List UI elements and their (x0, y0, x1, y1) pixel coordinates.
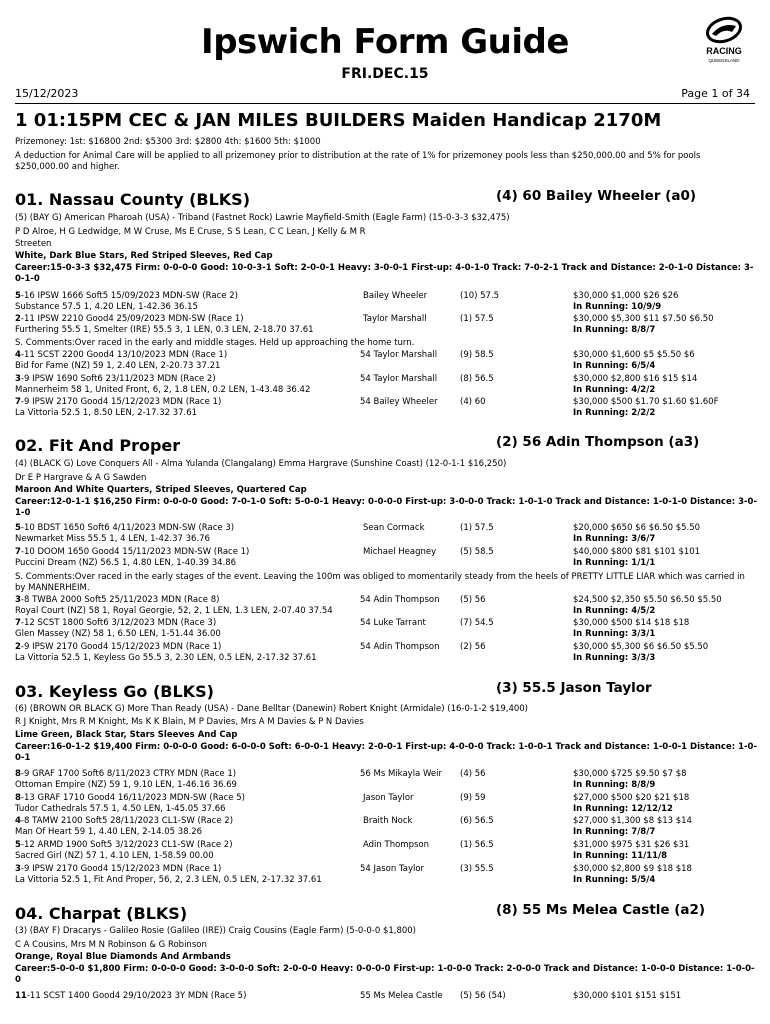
run-prize-odds: $30,000 $500 $1.70 $1.60 $1.60F (573, 397, 719, 407)
run-jockey: Braith Nock (363, 816, 413, 826)
run-result: Bid for Fame (NZ) 59 1, 2.40 LEN, 2-20.73 37.21 (15, 361, 221, 371)
run-in-running: In Running: 1/1/1 (573, 558, 656, 568)
run-jockey: 54 Luke Tarrant (360, 618, 426, 628)
run-details: 2-9 IPSW 2170 Good4 15/12/2023 MDN (Race 1) (15, 642, 222, 652)
run-barrier-weight: (3) 55.5 (460, 864, 494, 874)
run-jockey: Bailey Wheeler (363, 291, 428, 301)
runner-colours: White, Dark Blue Stars, Red Striped Sleeves, Red Cap (15, 251, 273, 261)
run-in-running: In Running: 7/8/7 (573, 827, 656, 837)
run-details: 2-11 IPSW 2210 Good4 25/09/2023 MDN-SW (Race 1) (15, 314, 244, 324)
runner-career: Career:15-0-3-3 $32,475 Firm: 0-0-0-0 Good: 10-0-3-1 Soft: 2-0-0-1 Heavy: 3-0-0-1 First-up: 4-0-1-0 Track: 7-0-2-1 Track and Distance: 2-0-1-0 Distance: 3-0-1-0 (15, 263, 754, 284)
print-date: 15/12/2023 (15, 87, 79, 100)
run-prize-odds: $30,000 $2,800 $9 $18 $18 (573, 864, 692, 874)
run-details: 7-10 DOOM 1650 Good4 15/11/2023 MDN-SW (Race 1) (15, 547, 250, 557)
run-details: 8-13 GRAF 1710 Good4 16/11/2023 MDN-SW (Race 5) (15, 793, 245, 803)
run-jockey: 55 Ms Melea Castle (360, 991, 443, 1001)
runner-name: 01. Nassau County (BLKS) (15, 190, 251, 209)
run-details: 8-9 GRAF 1700 Soft6 8/11/2023 CTRY MDN (Race 1) (15, 769, 237, 779)
run-in-running: In Running: 11/11/8 (573, 851, 668, 861)
run-jockey: 54 Bailey Wheeler (360, 397, 438, 407)
stewards-comment: S. Comments:Over raced in the early stages of the event. Leaving the 100m was obliged to momentarily steady from the heels of PRETTY LITTLE LIAR which was carried in by MANNERHEIM. (15, 572, 745, 593)
run-prize-odds: $20,000 $650 $6 $6.50 $5.50 (573, 523, 701, 533)
run-result: La Vittoria 52.5 1, Fit And Proper, 56, 2, 2.3 LEN, 0.5 LEN, 2-17.32 37.61 (15, 875, 322, 885)
run-result: Man Of Heart 59 1, 4.40 LEN, 2-14.05 38.26 (15, 827, 203, 837)
run-jockey: Adin Thompson (363, 840, 429, 850)
runner-jockey: (4) 60 Bailey Wheeler (a0) (496, 188, 697, 204)
runner-breeding: (5) (BAY G) American Pharoah (USA) - Triband (Fastnet Rock) Lawrie Mayfield-Smith (Eagle Farm) (15-0-3-3 $32,475) (15, 213, 510, 223)
run-jockey: Jason Taylor (363, 793, 414, 803)
stewards-comment: S. Comments:Over raced in the early and middle stages. Held up approaching the home turn. (15, 338, 415, 348)
run-barrier-weight: (7) 54.5 (460, 618, 494, 628)
run-details: 3-9 IPSW 1690 Soft6 23/11/2023 MDN (Race 2) (15, 374, 216, 384)
run-result: Tudor Cathedrals 57.5 1, 4.50 LEN, 1-45.05 37.66 (15, 804, 226, 814)
run-in-running: In Running: 12/12/12 (573, 804, 673, 814)
run-prize-odds: $30,000 $500 $14 $18 $18 (573, 618, 690, 628)
meeting-date-heading: FRI.DEC.15 (341, 66, 429, 82)
racing-queensland-logo (688, 14, 760, 70)
run-barrier-weight: (9) 59 (460, 793, 486, 803)
run-barrier-weight: (6) 56.5 (460, 816, 494, 826)
run-details: 3-8 TWBA 2000 Soft5 25/11/2023 MDN (Race 8) (15, 595, 220, 605)
runner-owners: P D Alroe, H G Ledwidge, M W Cruse, Ms E Cruse, S S Lean, C C Lean, J Kelly & M R (15, 227, 366, 237)
run-in-running: In Running: 4/2/2 (573, 385, 656, 395)
run-details: 7-12 SCST 1800 Soft6 3/12/2023 MDN (Race 3) (15, 618, 217, 628)
runner-colours: Orange, Royal Blue Diamonds And Armbands (15, 952, 231, 962)
run-prize-odds: $30,000 $1,000 $26 $26 (573, 291, 679, 301)
run-details: 4-11 SCST 2200 Good4 13/10/2023 MDN (Race 1) (15, 350, 228, 360)
run-in-running: In Running: 10/9/9 (573, 302, 662, 312)
run-prize-odds: $31,000 $975 $31 $26 $31 (573, 840, 690, 850)
runner-jockey: (2) 56 Adin Thompson (a3) (496, 434, 700, 450)
runner-owners: C A Cousins, Mrs M N Robinson & G Robinson (15, 940, 207, 950)
run-details: 4-8 TAMW 2100 Soft5 28/11/2023 CL1-SW (Race 2) (15, 816, 234, 826)
run-details: 3-9 IPSW 2170 Good4 15/12/2023 MDN (Race 1) (15, 864, 222, 874)
run-prize-odds: $30,000 $5,300 $6 $6.50 $5.50 (573, 642, 709, 652)
logo-text: RACING (706, 46, 742, 56)
runner-colours: Maroon And White Quarters, Striped Sleeves, Quartered Cap (15, 485, 307, 495)
runner-breeding: (3) (BAY F) Dracarys - Galileo Rosie (Galileo (IRE)) Craig Cousins (Eagle Farm) (5-0-0-0 $1,800) (15, 926, 417, 936)
runner-name: 02. Fit And Proper (15, 436, 181, 455)
run-details: 5-12 ARMD 1900 Soft5 3/12/2023 CL1-SW (Race 2) (15, 840, 233, 850)
run-in-running: In Running: 8/8/7 (573, 325, 656, 335)
run-jockey: Sean Cormack (363, 523, 425, 533)
run-prize-odds: $27,000 $500 $20 $21 $18 (573, 793, 690, 803)
run-result: Mannerheim 58 1, United Front, 6, 2, 1.8 LEN, 0.2 LEN, 1-43.48 36.42 (15, 385, 311, 395)
run-barrier-weight: (4) 56 (460, 769, 486, 779)
run-barrier-weight: (4) 60 (460, 397, 486, 407)
run-prize-odds: $30,000 $101 $151 $151 (573, 991, 682, 1001)
run-barrier-weight: (5) 56 (460, 595, 486, 605)
run-result: La Vittoria 52.5 1, 8.50 LEN, 2-17.32 37.61 (15, 408, 198, 418)
runner-breeding: (4) (BLACK G) Love Conquers All - Alma Yulanda (Clangalang) Emma Hargrave (Sunshine Coast) (12-0-1-1 $16,250) (15, 459, 507, 469)
run-barrier-weight: (9) 58.5 (460, 350, 494, 360)
race-deduction-note: A deduction for Animal Care will be applied to all prizemoney prior to distribution at the rate of 1% for prizemoney pools less than $250,000.00 and 5% for pools $250,000.00 and higher. (15, 151, 701, 172)
run-in-running: In Running: 8/8/9 (573, 780, 656, 790)
run-in-running: In Running: 3/6/7 (573, 534, 656, 544)
run-result: Puccini Dream (NZ) 56.5 1, 4.80 LEN, 1-40.39 34.86 (15, 558, 237, 568)
run-prize-odds: $30,000 $725 $9.50 $7 $8 (573, 769, 687, 779)
runner-career: Career:5-0-0-0 $1,800 Firm: 0-0-0-0 Good: 3-0-0-0 Soft: 2-0-0-0 Heavy: 0-0-0-0 First-up: 1-0-0-0 Track: 2-0-0-0 Track and Distance: 1-0-0-0 Distance: 1-0-0-0 (15, 964, 755, 985)
run-result: Sacred Girl (NZ) 57 1, 4.10 LEN, 1-58.59 00.00 (15, 851, 214, 861)
run-in-running: In Running: 6/5/4 (573, 361, 656, 371)
runner-colours: Lime Green, Black Star, Stars Sleeves And Cap (15, 730, 238, 740)
run-details: 7-9 IPSW 2170 Good4 15/12/2023 MDN (Race 1) (15, 397, 222, 407)
run-result: Ottoman Empire (NZ) 59 1, 9.10 LEN, 1-46.16 36.69 (15, 780, 237, 790)
run-jockey: 54 Adin Thompson (360, 642, 440, 652)
run-barrier-weight: (1) 57.5 (460, 523, 494, 533)
run-result: Newmarket Miss 55.5 1, 4 LEN, 1-42.37 36.76 (15, 534, 210, 544)
runner-career: Career:12-0-1-1 $16,250 Firm: 0-0-0-0 Good: 7-0-1-0 Soft: 5-0-0-1 Heavy: 0-0-0-0 First-up: 3-0-0-0 Track: 1-0-1-0 Track and Distance: 1-0-1-0 Distance: 3-0-1-0 (15, 497, 757, 518)
runner-career: Career:16-0-1-2 $19,400 Firm: 0-0-0-0 Good: 6-0-0-0 Soft: 6-0-0-1 Heavy: 2-0-0-1 First-up: 4-0-0-0 Track: 1-0-0-1 Track and Distance: 1-0-0-1 Distance: 1-0-0-1 (15, 742, 757, 763)
run-jockey: 54 Adin Thompson (360, 595, 440, 605)
page-number: Page 1 of 34 (681, 87, 750, 100)
run-barrier-weight: (10) 57.5 (460, 291, 500, 301)
run-details: 11-11 SCST 1400 Good4 29/10/2023 3Y MDN (Race 5) (15, 991, 247, 1001)
run-in-running: In Running: 2/2/2 (573, 408, 656, 418)
horse-logo-icon (688, 14, 760, 70)
run-result: La Vittoria 52.5 1, Keyless Go 55.5 3, 2.30 LEN, 0.5 LEN, 2-17.32 37.61 (15, 653, 317, 663)
run-prize-odds: $27,000 $1,300 $8 $13 $14 (573, 816, 692, 826)
run-barrier-weight: (1) 56.5 (460, 840, 494, 850)
run-result: Glen Massey (NZ) 58 1, 6.50 LEN, 1-51.44 36.00 (15, 629, 221, 639)
runner-name: 03. Keyless Go (BLKS) (15, 682, 214, 701)
run-jockey: Michael Heagney (363, 547, 437, 557)
run-barrier-weight: (1) 57.5 (460, 314, 494, 324)
run-in-running: In Running: 3/3/1 (573, 629, 656, 639)
run-prize-odds: $30,000 $1,600 $5 $5.50 $6 (573, 350, 695, 360)
run-barrier-weight: (5) 58.5 (460, 547, 494, 557)
run-jockey: 56 Ms Mikayla Weir (360, 769, 442, 779)
page-title: Ipswich Form Guide (201, 22, 569, 62)
run-details: 5-10 BDST 1650 Soft6 4/11/2023 MDN-SW (Race 3) (15, 523, 235, 533)
run-barrier-weight: (8) 56.5 (460, 374, 494, 384)
runner-name: 04. Charpat (BLKS) (15, 904, 188, 923)
run-result: Royal Court (NZ) 58 1, Royal Georgie, 52, 2, 1 LEN, 1.3 LEN, 2-07.40 37.54 (15, 606, 333, 616)
header-divider (15, 103, 755, 104)
run-jockey: Taylor Marshall (363, 314, 427, 324)
run-prize-odds: $30,000 $5,300 $11 $7.50 $6.50 (573, 314, 714, 324)
run-in-running: In Running: 4/5/2 (573, 606, 656, 616)
run-prize-odds: $24,500 $2,350 $5.50 $6.50 $5.50 (573, 595, 722, 605)
race-prizemoney: Prizemoney: 1st: $16800 2nd: $5300 3rd: $2800 4th: $1600 5th: $1000 (15, 137, 321, 147)
runner-breeding: (6) (BROWN OR BLACK G) More Than Ready (USA) - Dane Belltar (Danewin) Robert Knight (Armidale) (16-0-1-2 $19,400) (15, 704, 529, 714)
run-in-running: In Running: 5/5/4 (573, 875, 656, 885)
run-result: Substance 57.5 1, 4.20 LEN, 1-42.36 36.15 (15, 302, 198, 312)
run-details: 5-16 IPSW 1666 Soft5 15/09/2023 MDN-SW (Race 2) (15, 291, 238, 301)
runner-jockey: (8) 55 Ms Melea Castle (a2) (496, 902, 706, 918)
run-result: Furthering 55.5 1, Smelter (IRE) 55.5 3, 1 LEN, 0.3 LEN, 2-18.70 37.61 (15, 325, 314, 335)
runner-owners: Dr E P Hargrave & A G Sawden (15, 473, 147, 483)
run-jockey: 54 Taylor Marshall (360, 350, 438, 360)
run-jockey: 54 Jason Taylor (360, 864, 425, 874)
runner-jockey: (3) 55.5 Jason Taylor (496, 680, 652, 696)
race-title: 1 01:15PM CEC & JAN MILES BUILDERS Maiden Handicap 2170M (15, 110, 662, 131)
run-prize-odds: $40,000 $800 $81 $101 $101 (573, 547, 701, 557)
run-prize-odds: $30,000 $2,800 $16 $15 $14 (573, 374, 698, 384)
run-barrier-weight: (5) 56 (54) (460, 991, 506, 1001)
run-in-running: In Running: 3/3/3 (573, 653, 656, 663)
runner-owners-cont: Streeten (15, 239, 52, 249)
logo-subtext: QUEENSLAND (708, 58, 740, 63)
runner-owners: R J Knight, Mrs R M Knight, Ms K K Blain, M P Davies, Mrs A M Davies & P N Davies (15, 717, 364, 727)
run-jockey: 54 Taylor Marshall (360, 374, 438, 384)
run-barrier-weight: (2) 56 (460, 642, 486, 652)
